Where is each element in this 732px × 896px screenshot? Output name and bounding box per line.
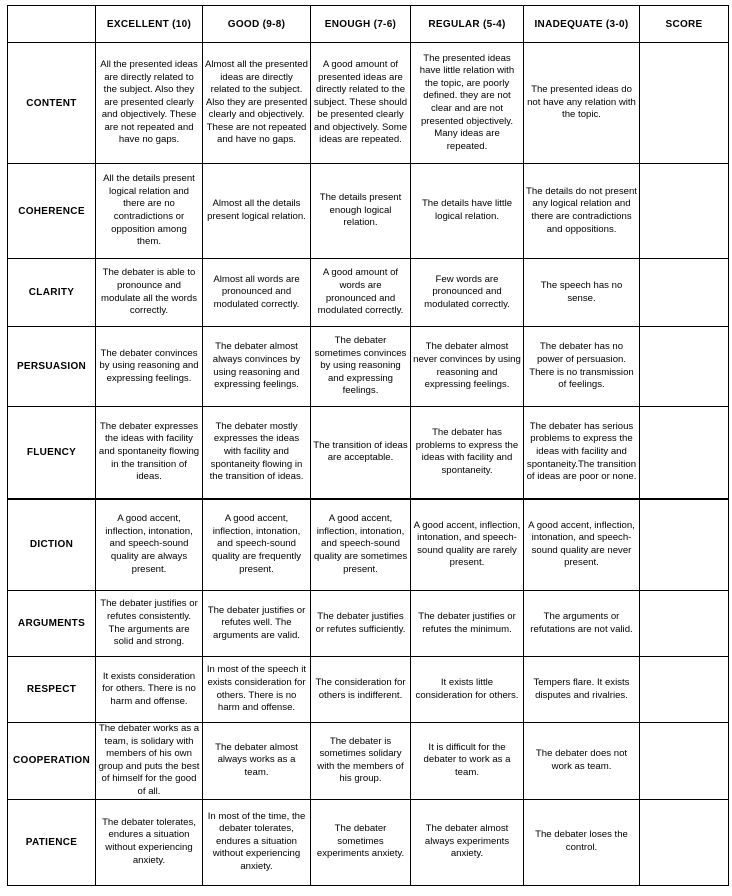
criterion-fluency: FLUENCY bbox=[8, 407, 96, 499]
score-cooperation bbox=[640, 723, 729, 800]
header-enough: ENOUGH (7-6) bbox=[311, 6, 411, 43]
cell-respect-inadequate: Tempers flare. It exists disputes and rivalries. bbox=[524, 657, 640, 723]
cell-clarity-excellent: The debater is able to pronounce and modulate all the words correctly. bbox=[96, 259, 203, 327]
criterion-cooperation: COOPERATION bbox=[8, 723, 96, 800]
header-inadequate: INADEQUATE (3-0) bbox=[524, 6, 640, 43]
cell-coherence-inadequate: The details do not present any logical relation and there are contradictions and oppositions. bbox=[524, 164, 640, 259]
score-diction bbox=[640, 499, 729, 591]
criterion-patience: PATIENCE bbox=[8, 799, 96, 885]
cell-arguments-good: The debater justifies or refutes well. The arguments are valid. bbox=[203, 591, 311, 657]
cell-cooperation-good: The debater almost always works as a team. bbox=[203, 723, 311, 800]
score-arguments bbox=[640, 591, 729, 657]
cell-cooperation-enough: The debater is sometimes solidary with the members of his group. bbox=[311, 723, 411, 800]
criterion-content: CONTENT bbox=[8, 43, 96, 164]
cell-coherence-excellent: All the details present logical relation and there are no contradictions or opposition among them. bbox=[96, 164, 203, 259]
header-row bbox=[8, 6, 729, 43]
cell-diction-inadequate: A good accent, inflection, intonation, and speech-sound quality are never present. bbox=[524, 499, 640, 591]
cell-cooperation-regular: It is difficult for the debater to work as a team. bbox=[411, 723, 524, 800]
criterion-clarity: CLARITY bbox=[8, 259, 96, 327]
cell-respect-regular: It exists little consideration for others. bbox=[411, 657, 524, 723]
score-clarity bbox=[640, 259, 729, 327]
score-respect bbox=[640, 657, 729, 723]
row-clarity bbox=[8, 259, 729, 327]
row-arguments bbox=[8, 591, 729, 657]
cell-coherence-enough: The details present enough logical relation. bbox=[311, 164, 411, 259]
cell-persuasion-enough: The debater sometimes convinces by using reasoning and expressing feelings. bbox=[311, 327, 411, 407]
header-excellent: EXCELLENT (10) bbox=[96, 6, 203, 43]
header-good: GOOD (9-8) bbox=[203, 6, 311, 43]
cell-fluency-regular: The debater has problems to express the ideas with facility and spontaneity. bbox=[411, 407, 524, 499]
cell-content-inadequate: The presented ideas do not have any relation with the topic. bbox=[524, 43, 640, 164]
cell-fluency-good: The debater mostly expresses the ideas with facility and spontaneity flowing in the transition of ideas. bbox=[203, 407, 311, 499]
cell-content-good: Almost all the presented ideas are directly related to the subject. Also they are presented clearly and objectively. These are not repeated and have no gaps. bbox=[203, 43, 311, 164]
cell-respect-good: In most of the speech it exists consideration for others. There is no harm and offense. bbox=[203, 657, 311, 723]
cell-arguments-inadequate: The arguments or refutations are not valid. bbox=[524, 591, 640, 657]
header-criterion bbox=[8, 6, 96, 43]
criterion-arguments: ARGUMENTS bbox=[8, 591, 96, 657]
cell-patience-good: In most of the time, the debater tolerates, endures a situation without experiencing anxiety. bbox=[203, 799, 311, 885]
row-diction bbox=[8, 499, 729, 591]
cell-persuasion-good: The debater almost always convinces by using reasoning and expressing feelings. bbox=[203, 327, 311, 407]
cell-fluency-enough: The transition of ideas are acceptable. bbox=[311, 407, 411, 499]
header-regular: REGULAR (5-4) bbox=[411, 6, 524, 43]
cell-cooperation-excellent: The debater works as a team, is solidary with members of his own group and puts the best of himself for the good of all. bbox=[96, 723, 203, 800]
row-patience bbox=[8, 799, 729, 885]
cell-persuasion-excellent: The debater convinces by using reasoning and expressing feelings. bbox=[96, 327, 203, 407]
cell-persuasion-inadequate: The debater has no power of persuasion. There is no transmission of feelings. bbox=[524, 327, 640, 407]
score-content bbox=[640, 43, 729, 164]
score-coherence bbox=[640, 164, 729, 259]
cell-patience-inadequate: The debater loses the control. bbox=[524, 799, 640, 885]
cell-clarity-good: Almost all words are pronounced and modulated correctly. bbox=[203, 259, 311, 327]
cell-fluency-inadequate: The debater has serious problems to express the ideas with facility and spontaneity.The transition of ideas are poor or none. bbox=[524, 407, 640, 499]
cell-cooperation-inadequate: The debater does not work as team. bbox=[524, 723, 640, 800]
cell-arguments-regular: The debater justifies or refutes the minimum. bbox=[411, 591, 524, 657]
cell-coherence-regular: The details have little logical relation. bbox=[411, 164, 524, 259]
cell-respect-excellent: It exists consideration for others. There is no harm and offense. bbox=[96, 657, 203, 723]
cell-respect-enough: The consideration for others is indifferent. bbox=[311, 657, 411, 723]
row-persuasion bbox=[8, 327, 729, 407]
score-fluency bbox=[640, 407, 729, 499]
cell-patience-regular: The debater almost always experiments anxiety. bbox=[411, 799, 524, 885]
cell-patience-enough: The debater sometimes experiments anxiety. bbox=[311, 799, 411, 885]
cell-clarity-inadequate: The speech has no sense. bbox=[524, 259, 640, 327]
cell-diction-regular: A good accent, inflection, intonation, and speech-sound quality are rarely present. bbox=[411, 499, 524, 591]
rubric-table bbox=[7, 5, 729, 886]
criterion-respect: RESPECT bbox=[8, 657, 96, 723]
cell-coherence-good: Almost all the details present logical relation. bbox=[203, 164, 311, 259]
criterion-coherence: COHERENCE bbox=[8, 164, 96, 259]
cell-content-excellent: All the presented ideas are directly related to the subject. Also they are presented clearly and objectively. These are not repeated and have no gaps. bbox=[96, 43, 203, 164]
row-fluency bbox=[8, 407, 729, 499]
row-respect bbox=[8, 657, 729, 723]
cell-fluency-excellent: The debater expresses the ideas with facility and spontaneity flowing in the transition of ideas. bbox=[96, 407, 203, 499]
cell-content-regular: The presented ideas have little relation with the topic, are poorly defined. they are not clear and are not presented objectively. Many ideas are repeated. bbox=[411, 43, 524, 164]
cell-diction-excellent: A good accent, inflection, intonation, and speech-sound quality are always present. bbox=[96, 499, 203, 591]
row-content bbox=[8, 43, 729, 164]
criterion-persuasion: PERSUASION bbox=[8, 327, 96, 407]
criterion-diction: DICTION bbox=[8, 499, 96, 591]
score-persuasion bbox=[640, 327, 729, 407]
header-score: SCORE bbox=[640, 6, 729, 43]
cell-diction-good: A good accent, inflection, intonation, and speech-sound quality are frequently present. bbox=[203, 499, 311, 591]
row-coherence bbox=[8, 164, 729, 259]
cell-arguments-excellent: The debater justifies or refutes consistently. The arguments are solid and strong. bbox=[96, 591, 203, 657]
score-patience bbox=[640, 799, 729, 885]
cell-content-enough: A good amount of presented ideas are directly related to the subject. These should be presented clearly and objectively. Some ideas are repeated. bbox=[311, 43, 411, 164]
cell-arguments-enough: The debater justifies or refutes sufficiently. bbox=[311, 591, 411, 657]
cell-patience-excellent: The debater tolerates, endures a situation without experiencing anxiety. bbox=[96, 799, 203, 885]
cell-clarity-enough: A good amount of words are pronounced and modulated correctly. bbox=[311, 259, 411, 327]
row-cooperation bbox=[8, 723, 729, 800]
cell-persuasion-regular: The debater almost never convinces by using reasoning and expressing feelings. bbox=[411, 327, 524, 407]
cell-diction-enough: A good accent, inflection, intonation, and speech-sound quality are sometimes present. bbox=[311, 499, 411, 591]
cell-clarity-regular: Few words are pronounced and modulated correctly. bbox=[411, 259, 524, 327]
